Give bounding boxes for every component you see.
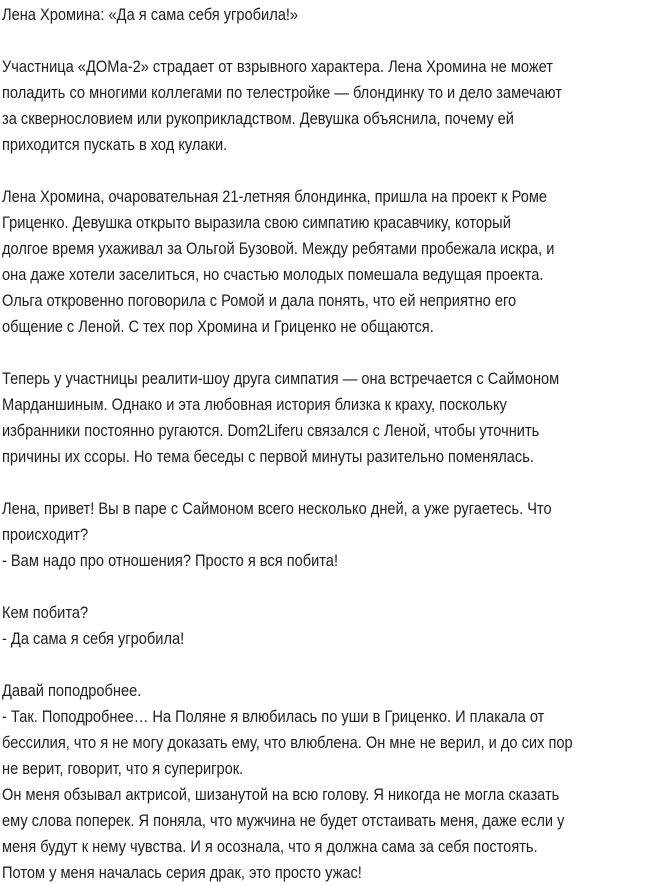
text-line: Лена Хромина, очаровательная 21-летняя блондинка, пришла на проект к Роме [2,187,548,206]
interview-question: Лена, привет! Вы в паре с Саймоном всего несколько дней, а уже ругаетесь. Что [2,499,552,518]
interview-answer: бессилия, что я не могу доказать ему, что влюблена. Он мне не верил, и до сих пор [2,733,573,752]
interview-answer: ему слова поперек. Я поняла, что мужчина не будет отстаивать меня, даже если у [2,811,565,830]
text-line: Участница «ДОМа-2» страдает от взрывного характера. Лена Хромина не может [2,57,553,76]
text-line: избранники постоянно ругаются. Dom2Liferu связался с Леной, чтобы уточнить [2,421,540,440]
interview-qa-1 [2,496,670,574]
paragraph-new-romance [2,366,670,470]
text-line: Гриценко. Девушка открыто выразила свою симпатию красавчику, который [2,213,511,232]
interview-answer: меня будут к нему чувства. И я осознала, что я должна сама за себя постоять. [2,837,538,856]
interview-question: происходит? [2,525,89,544]
article-title: Лена Хромина: «Да я сама себя угробила!» [2,5,299,24]
text-line: общение с Леной. С тех пор Хромина и Гриценко не общаются. [2,317,434,336]
text-line: Марданшиным. Однако и эта любовная история близка к краху, поскольку [2,395,507,414]
interview-qa-2 [2,600,670,652]
text-line: поладить со многими коллегами по телестройке — блондинку то и дело замечают [2,83,562,102]
paragraph-intro [2,54,670,158]
interview-answer: - Вам надо про отношения? Просто я вся побита! [2,551,339,570]
interview-question: Давай поподробнее. [2,681,142,700]
text-line: она даже хотели заселиться, но счастью молодых помешала ведущая проекта. [2,265,544,284]
text-line: Теперь у участницы реалити-шоу друга симпатия — она встречается с Саймоном [2,369,560,388]
interview-answer: - Да сама я себя угробила! [2,629,185,648]
text-line: долгое время ухаживал за Ольгой Бузовой. Между ребятами пробежала искра, и [2,239,555,258]
text-line: за сквернословием или рукоприкладством. Девушка объяснила, почему ей [2,109,514,128]
interview-qa-3 [2,678,670,886]
text-line: причины их ссоры. Но тема беседы с первой минуты разительно поменялась. [2,447,534,466]
interview-answer: не верит, говорит, что я суперигрок. [2,759,244,778]
interview-answer: - Так. Поподробнее… На Поляне я влюбилась по уши в Гриценко. И плакала от [2,707,545,726]
text-line: Ольга откровенно поговорила с Ромой и дала понять, что ей неприятно его [2,291,517,310]
interview-question: Кем побита? [2,603,89,622]
paragraph-background [2,184,670,340]
interview-answer: Он меня обзывал актрисой, шизанутой на всю голову. Я никогда не могла сказать [2,785,560,804]
text-line: приходится пускать в ход кулаки. [2,135,228,154]
interview-answer: Потом у меня началась серия драк, это просто ужас! [2,863,362,882]
